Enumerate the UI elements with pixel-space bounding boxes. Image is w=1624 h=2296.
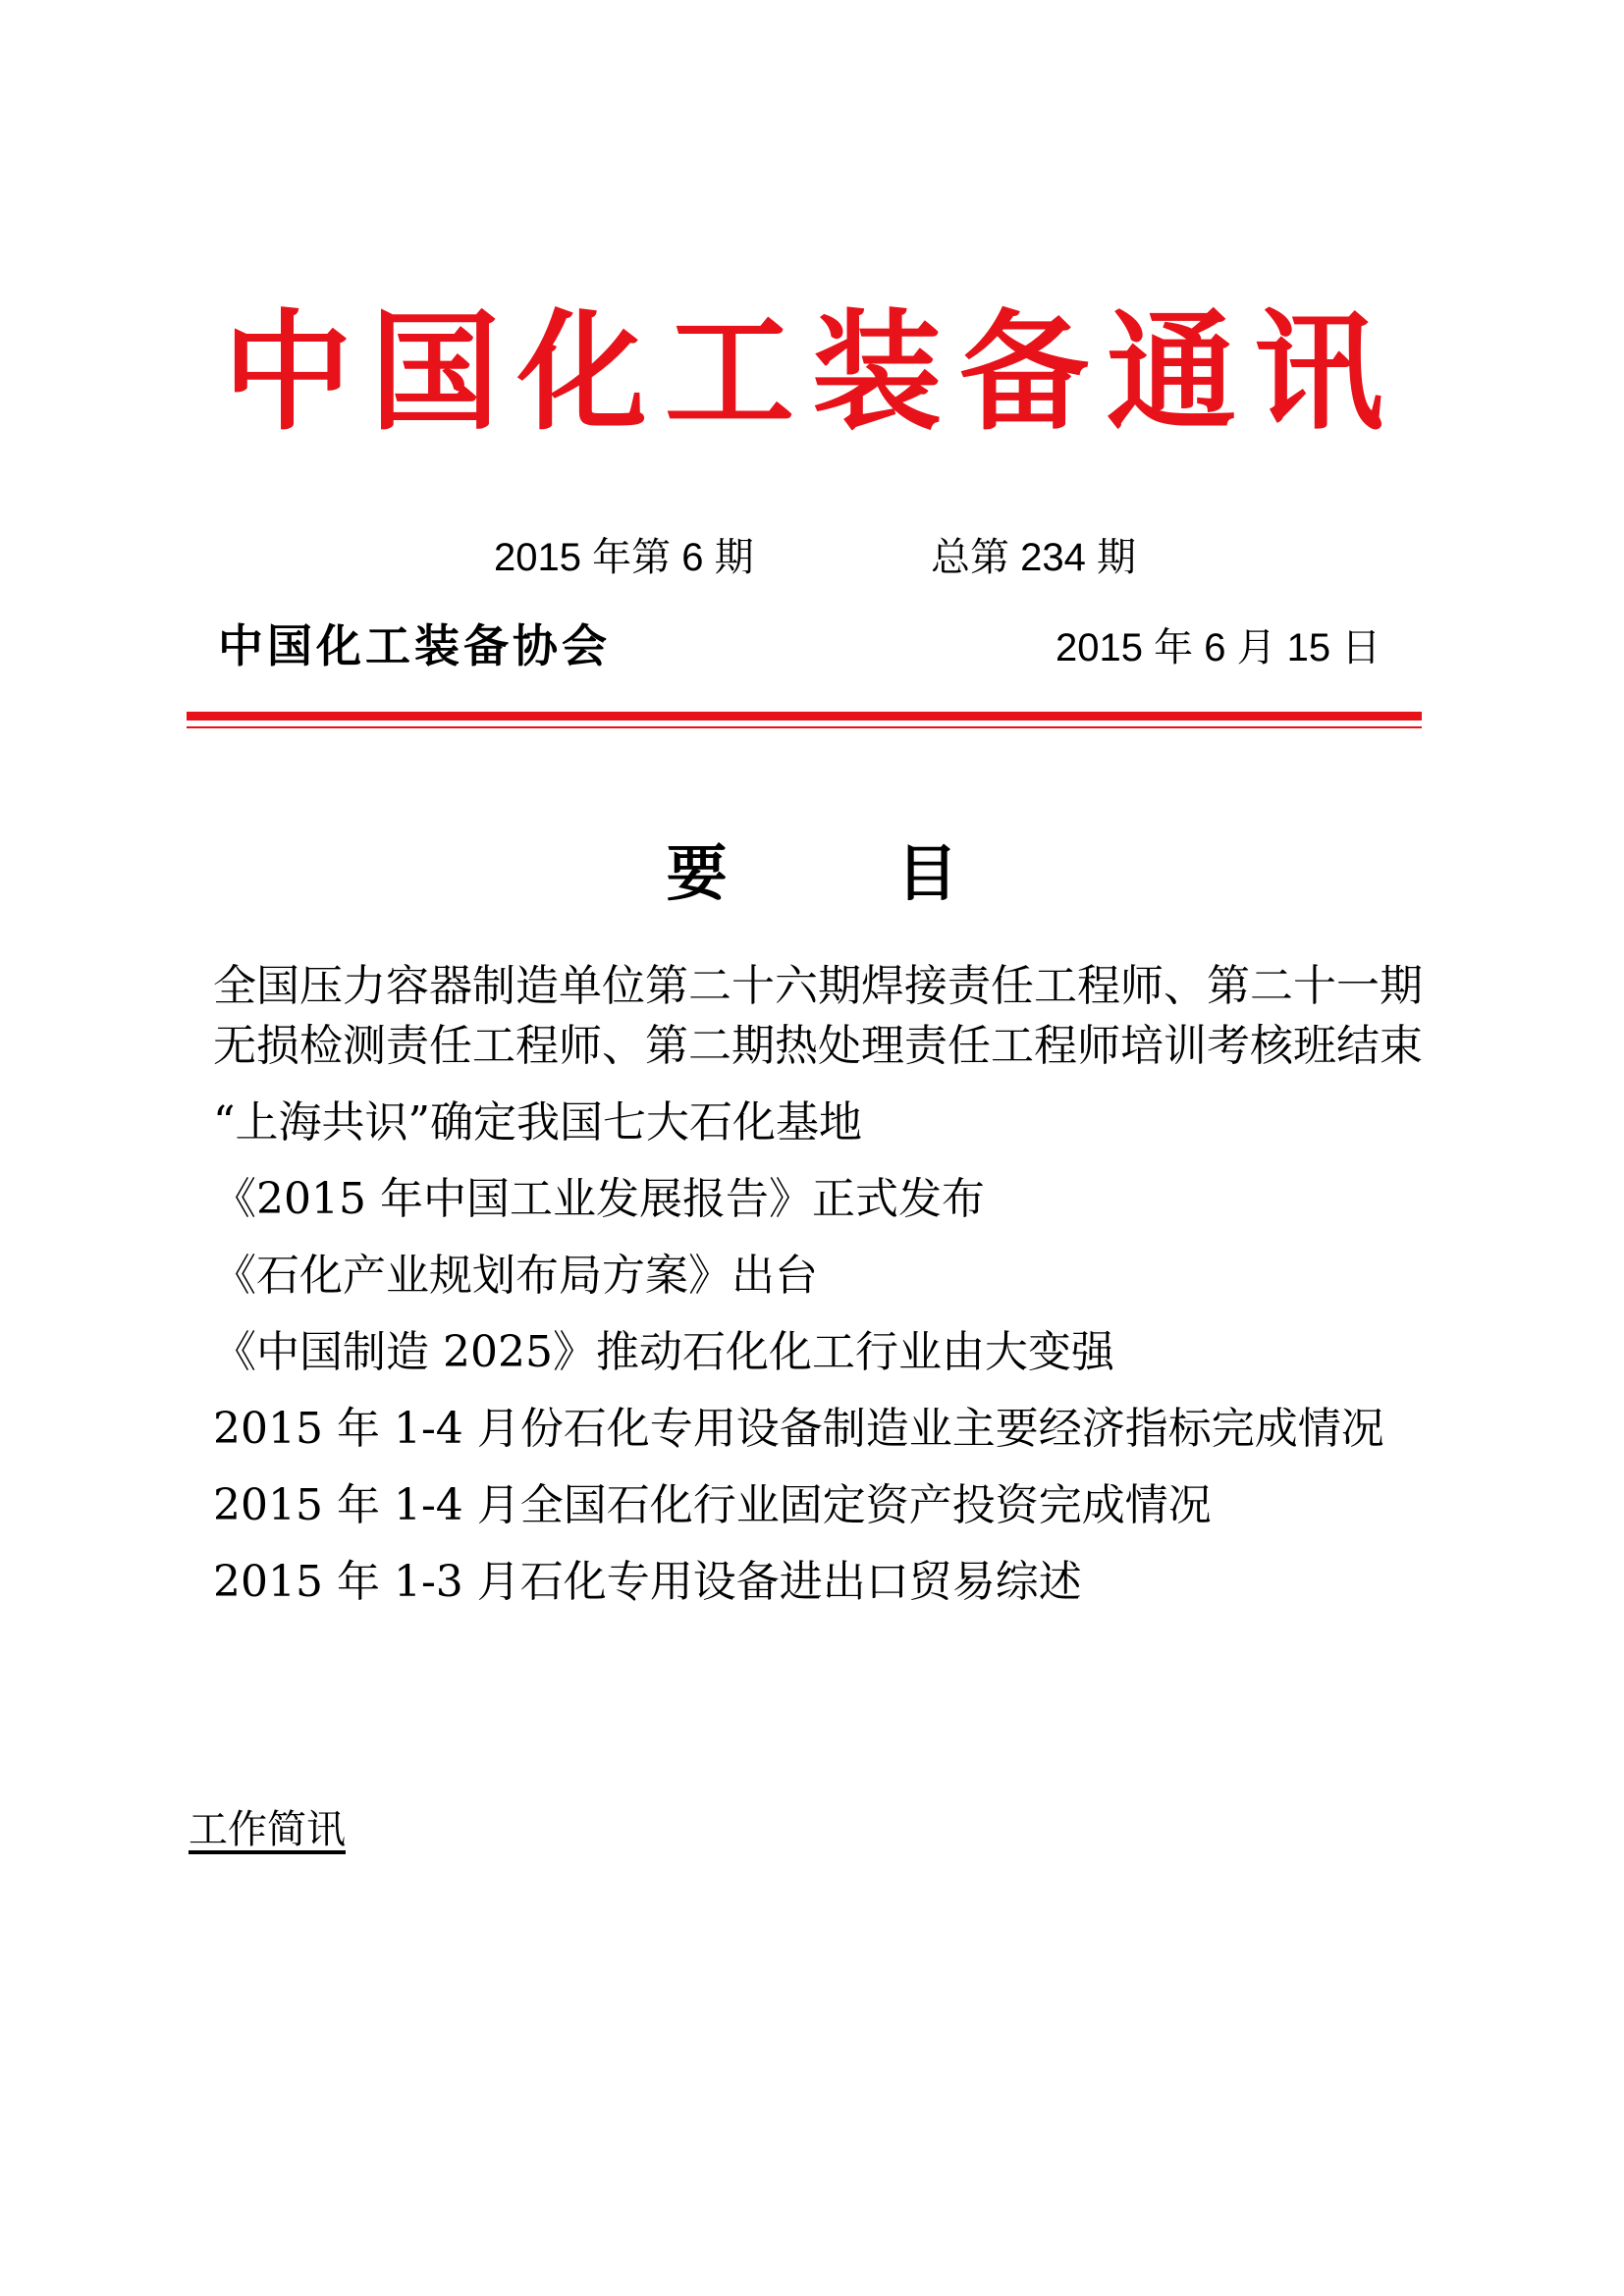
toc-item: 2015 年 1-4 月份石化专用设备制造业主要经济指标完成情况 bbox=[213, 1404, 1384, 1454]
masthead-title: 中国化工装备通讯 bbox=[223, 296, 1401, 449]
toc-item: 《中国制造 2025》推动石化化工行业由大变强 bbox=[213, 1327, 1114, 1377]
publisher-name: 中国化工装备协会 bbox=[218, 619, 611, 672]
toc-item: “上海共识”确定我国七大石化基地 bbox=[213, 1097, 862, 1148]
toc-item: 2015 年 1-4 月全国石化行业固定资产投资完成情况 bbox=[213, 1480, 1212, 1530]
toc-item: 全国压力容器制造单位第二十六期焊接责任工程师、第二十一期无损检测责任工程师、第二期热处理责任工程师培训考核班结束 bbox=[213, 961, 1423, 1071]
header-rule-thick bbox=[187, 712, 1422, 721]
toc-list bbox=[213, 956, 1431, 1629]
toc-item: 《2015 年中国工业发展报告》正式发布 bbox=[213, 1174, 985, 1224]
toc-heading: 要 目 bbox=[666, 837, 958, 909]
toc-item: 2015 年 1-3 月石化专用设备进出口贸易综述 bbox=[213, 1557, 1082, 1607]
toc-item: 《石化产业规划布局方案》出台 bbox=[213, 1251, 818, 1301]
section-title: 工作简讯 bbox=[189, 1807, 346, 1852]
issue-number: 2015 年第 6 期 bbox=[494, 536, 754, 579]
total-issue-number: 总第 234 期 bbox=[931, 536, 1136, 579]
header-rule-thin bbox=[187, 726, 1422, 728]
publication-date: 2015 年 6 月 15 日 bbox=[1056, 626, 1381, 669]
